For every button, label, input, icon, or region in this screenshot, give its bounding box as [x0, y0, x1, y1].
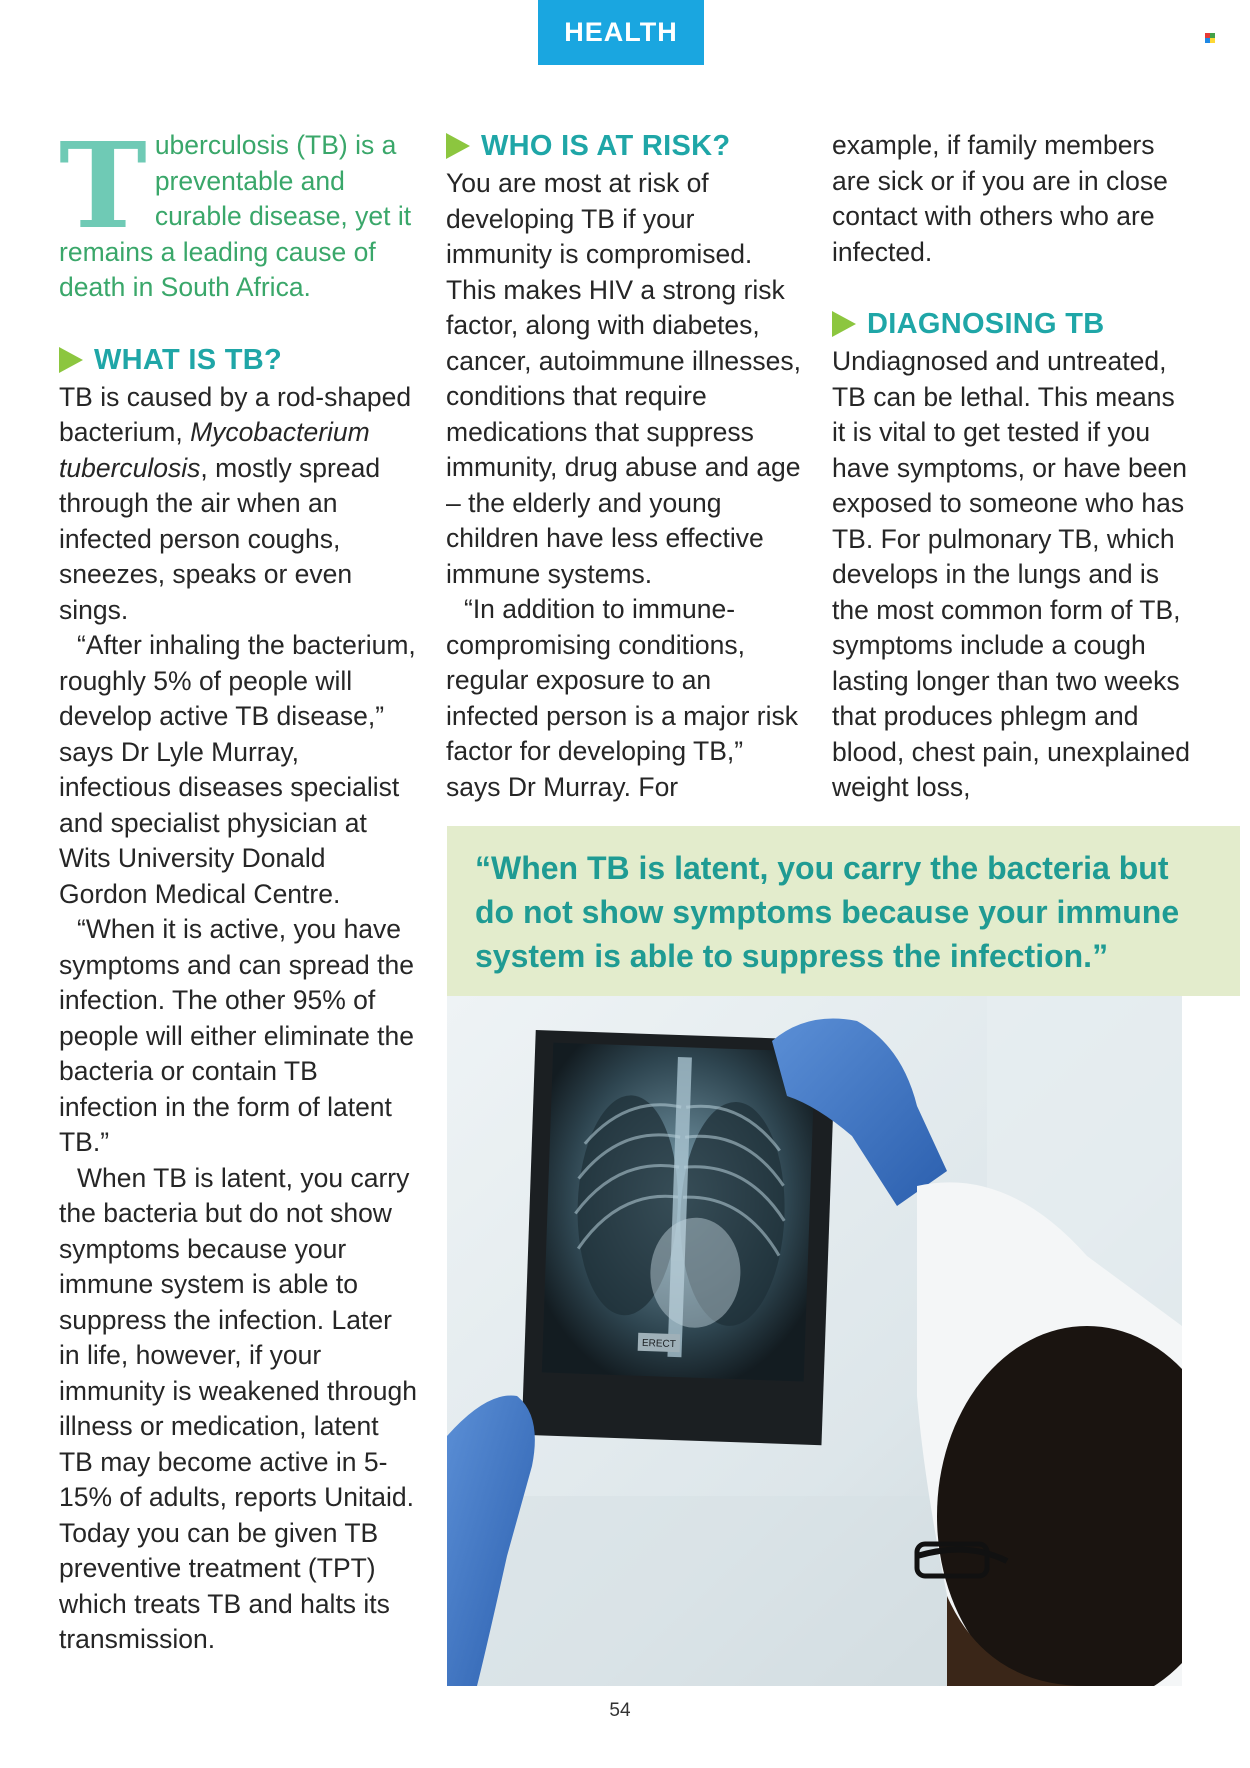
section-tab: HEALTH — [538, 0, 704, 65]
triangle-arrow-icon — [832, 311, 856, 337]
page-number: 54 — [609, 1700, 631, 1721]
body-paragraph — [59, 380, 417, 629]
body-paragraph: “In addition to immune-compromising conditions, regular exposure to an infected person is a major risk factor for developing TB,” says Dr Murray. For — [446, 594, 799, 802]
body-paragraph: example, if family members are sick or if you are in close contact with others who are infected. — [832, 130, 1168, 267]
heading-text: DIAGNOSING TB — [867, 308, 1105, 340]
body-paragraph: Undiagnosed and untreated, TB can be lethal. This means it is vital to get tested if you have symptoms, or have been exposed to someone who has TB. For pulmonary TB, which develops in the lungs and is the most common form of TB, symptoms include a cough lasting longer than two weeks that produces phlegm and blood, chest pain, unexplained weight loss, — [832, 346, 1191, 802]
column-2 — [446, 128, 802, 805]
color-registration-mark — [1205, 33, 1215, 43]
heading-what-is-tb — [59, 342, 417, 378]
column-3 — [832, 128, 1192, 806]
text-run: , mostly spread through the air when an infected person coughs, sneezes, speaks or even sings. — [59, 452, 381, 625]
heading-text: WHAT IS TB? — [94, 343, 283, 376]
intro-paragraph — [59, 116, 417, 306]
heading-diagnosing-tb — [832, 306, 1192, 342]
heading-who-is-at-risk — [446, 128, 802, 164]
column-1 — [59, 116, 417, 1658]
species-name: Mycobacterium tuberculosis — [59, 417, 370, 483]
body-paragraph: “When it is active, you have symptoms and can spread the infection. The other 95% of people will either eliminate the bacteria or contain TB infection in the form of latent TB.” — [59, 914, 415, 1157]
body-paragraph: You are most at risk of developing TB if your immunity is compromised. This makes HIV a strong risk factor, along with diabetes, cancer, autoimmune illnesses, conditions that require medications that suppress immunity, drug abuse and age – the elderly and young children have less effective immune systems. — [446, 168, 801, 589]
body-paragraph: When TB is latent, you carry the bacteria but do not show symptoms because your immune system is able to suppress the infection. Later in life, however, if your immunity is weakened through illness or medication, latent TB may become active in 5-15% of adults, reports Unitaid. Today you can be given TB preventive treatment (TPT) which treats TB and halts its transmission. — [59, 1162, 417, 1654]
xray-label: ERECT — [641, 1337, 677, 1351]
doctor-xray-photo — [447, 996, 1182, 1686]
pull-quote — [447, 826, 1240, 996]
triangle-arrow-icon — [446, 133, 470, 159]
heading-text: WHO IS AT RISK? — [481, 130, 731, 162]
text-run: TB is caused by a rod-shaped bacterium, — [59, 381, 412, 447]
triangle-arrow-icon — [59, 347, 83, 373]
intro-text: uberculosis (TB) is a preventable and curable disease, yet it remains a leading cause of death in South Africa. — [59, 130, 412, 302]
body-paragraph: “After inhaling the bacterium, roughly 5% of people will develop active TB disease,” says Dr Lyle Murray, infectious diseases specialist and specialist physician at Wits University Donald Gordon Medical Centre. — [59, 630, 416, 909]
pull-quote-text: “When TB is latent, you carry the bacteria but do not show symptoms because your immune system is able to suppress the infection.” — [475, 850, 1180, 974]
photo-illustration — [447, 996, 1182, 1686]
drop-cap: T — [59, 116, 147, 255]
